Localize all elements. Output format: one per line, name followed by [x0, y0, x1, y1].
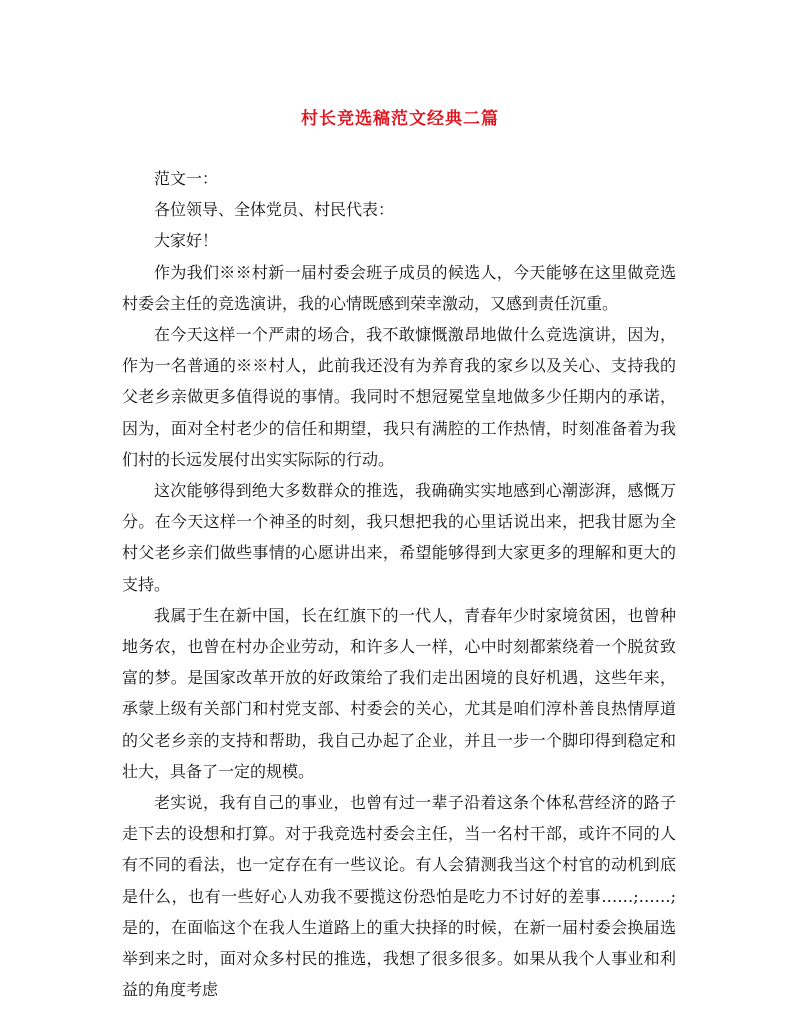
paragraph-salutation: 各位领导、全体党员、村民代表： — [154, 200, 395, 220]
document-body — [122, 163, 676, 1005]
paragraph: 在今天这样一个严肃的场合，我不敢慷慨激昂地做什么竞选演讲，因为，作为一名普通的※※村人，此前我还没有为养育我的家乡以及关心、支持我的父老乡亲做更多值得说的事情。我同时不想冠冕堂皇地做多少任期内的承诺，因为，面对全村老少的信任和期望，我只有满腔的工作热情，时刻准备着为我们村的长远发展付出实实际际的行动。 — [122, 325, 676, 469]
paragraph: 作为我们※※村新一届村委会班子成员的候选人，今天能够在这里做竞选村委会主任的竞选演讲，我的心情既感到荣幸激动，又感到责任沉重。 — [122, 262, 676, 313]
paragraph-heading-sample-one: 范文一： — [154, 169, 219, 188]
paragraph-greeting: 大家好！ — [154, 231, 219, 251]
document-title: 村长竞选稿范文经典二篇 — [301, 109, 499, 129]
paragraph: 这次能够得到绝大多数群众的推选，我确确实实地感到心潮澎湃，感慨万分。在今天这样一个神圣的时刻，我只想把我的心里话说出来，把我甘愿为全村父老乡亲们做些事情的心愿讲出来，希望能够得到大家更多的理解和更大的支持。 — [122, 481, 676, 594]
paragraph: 老实说，我有自己的事业，也曾有过一辈子沿着这条个体私营经济的路子走下去的设想和打算。对于我竞选村委会主任，当一名村干部，或许不同的人有不同的看法，也一定存在有一些议论。有人会猜测我当这个村官的动机到底是什么，也有一些好心人劝我不要揽这份恐怕是吃力不讨好的差事……;……;是的，在面临这个在我人生道路上的重大抉择的时候，在新一届村委会换届选举到来之时，面对众多村民的推选，我想了很多很多。如果从我个人事业和利益的角度考虑 — [122, 793, 676, 1000]
paragraph: 我属于生在新中国，长在红旗下的一代人，青春年少时家境贫困，也曾种地务农，也曾在村办企业劳动，和许多人一样，心中时刻都萦绕着一个脱贫致富的梦。是国家改革开放的好政策给了我们走出困境的良好机遇，这些年来，承蒙上级有关部门和村党支部、村委会的关心，尤其是咱们淳朴善良热情厚道的父老乡亲的支持和帮助，我自己办起了企业，并且一步一个脚印得到稳定和壮大，具备了一定的规模。 — [122, 605, 676, 781]
